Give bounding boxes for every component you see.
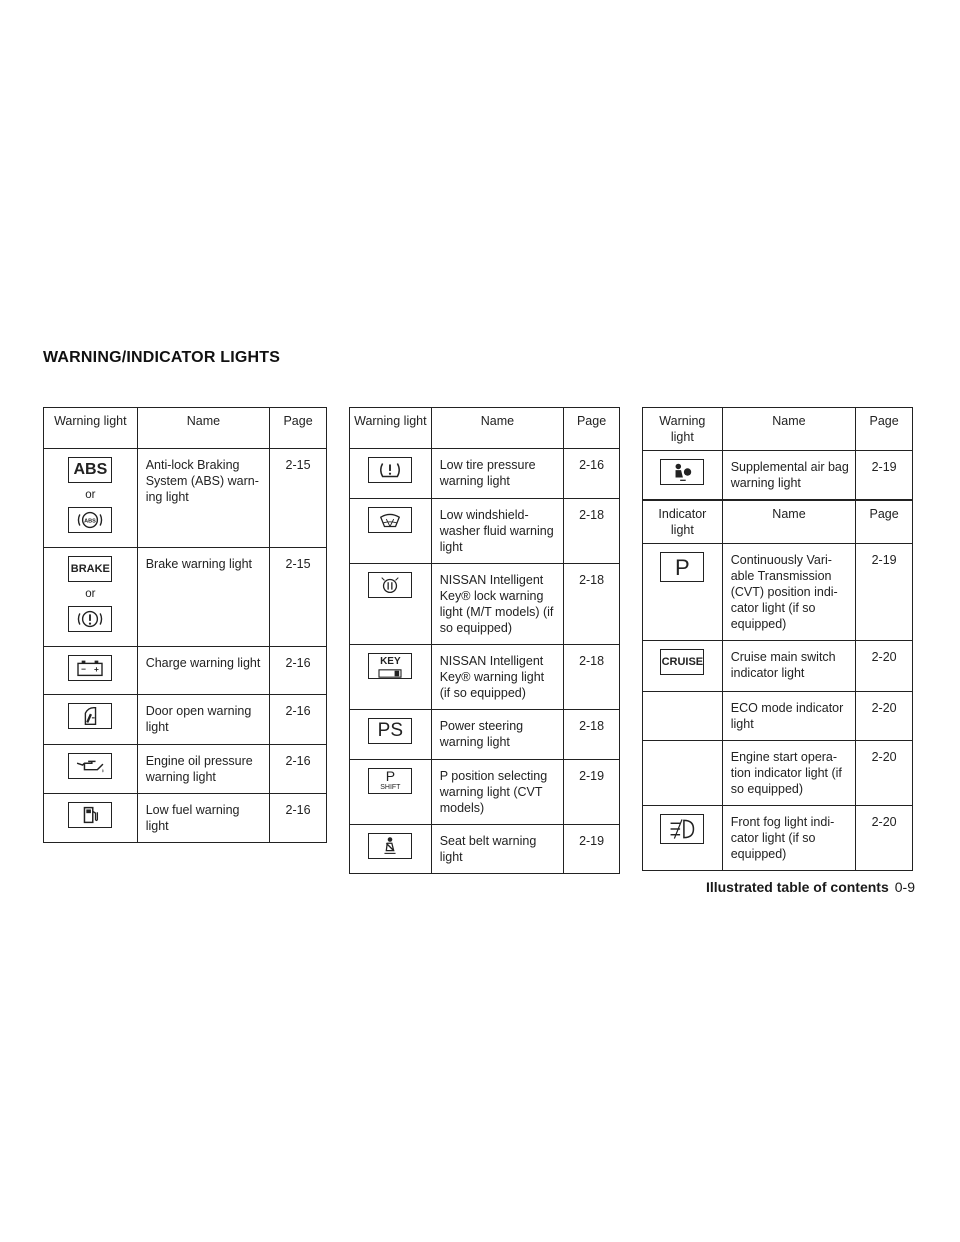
page-cell: 2-16: [270, 794, 327, 843]
washer-fluid-icon: [368, 507, 412, 533]
icon-cell: [643, 692, 723, 741]
key-icon: [368, 653, 412, 679]
name-header: Name: [722, 408, 856, 451]
table-row: [643, 692, 913, 741]
p-letter-icon: P: [660, 552, 704, 582]
name-header: Name: [137, 408, 269, 449]
page-cell: 2-19: [856, 544, 913, 641]
icon-cell: [350, 825, 432, 874]
name-cell: Front fog light indi- cator light (if so equipped): [722, 806, 855, 871]
page-cell: 2-16: [270, 695, 327, 745]
cruise-icon: CRUISE: [660, 649, 704, 675]
icon-cell: [350, 449, 432, 499]
icon-cell: [44, 548, 138, 647]
abs-small-text: ABS: [84, 518, 97, 525]
front-fog-icon: [660, 814, 704, 844]
page-cell: 2-16: [270, 745, 327, 794]
icon-cell: [44, 794, 138, 843]
warning-light-header: Warning light: [643, 408, 723, 451]
footer-page-number: 0-9: [894, 879, 915, 895]
page-cell: 2-16: [564, 449, 620, 499]
ps-icon: PS: [368, 718, 412, 744]
battery-plus-text: +: [94, 664, 100, 675]
page-header: Page: [856, 408, 913, 451]
icon-cell: [350, 564, 432, 645]
page-footer: [706, 879, 915, 895]
brake-text-icon: BRAKE: [68, 556, 112, 582]
page-header: Page: [270, 408, 327, 449]
name-cell: P position selecting warning light (CVT models): [431, 760, 563, 825]
page-cell: 2-20: [856, 692, 913, 741]
table-header-row: [350, 408, 620, 449]
door-open-icon: [68, 703, 112, 729]
table-row: [643, 741, 913, 806]
table-row: [350, 760, 620, 825]
warning-lights-table-3: [642, 407, 913, 500]
page-cell: 2-18: [564, 710, 620, 760]
name-header: Name: [431, 408, 563, 449]
icon-cell: [643, 451, 723, 500]
page-cell: 2-16: [270, 647, 327, 695]
name-cell: Low tire pressure warning light: [431, 449, 563, 499]
page-cell: 2-19: [856, 451, 913, 500]
icon-cell: [350, 499, 432, 564]
icon-cell: [643, 544, 723, 641]
table-header-row: [44, 408, 327, 449]
name-cell: Continuously Vari- able Transmission (CVT) position indi- cator light (if so equipped): [722, 544, 855, 641]
name-cell: NISSAN Intelligent Key® warning light (if so equipped): [431, 645, 563, 710]
indicator-light-header: Indicator light: [643, 501, 723, 544]
page-cell: 2-19: [564, 760, 620, 825]
name-cell: Low windshield- washer fluid warning light: [431, 499, 563, 564]
table-row: [44, 647, 327, 695]
page-cell: 2-20: [856, 741, 913, 806]
table-row: [350, 645, 620, 710]
table-row: [350, 564, 620, 645]
name-cell: Engine oil pressure warning light: [137, 745, 269, 794]
icon-cell: [350, 760, 432, 825]
or-label: or: [85, 588, 96, 600]
name-cell: Charge warning light: [137, 647, 269, 695]
airbag-icon: [660, 459, 704, 485]
name-cell: Supplemental air bag warning light: [722, 451, 856, 500]
table-header-row: [643, 408, 913, 451]
icon-cell: [643, 806, 723, 871]
p-shift-letter: P: [385, 768, 396, 784]
key-lock-icon: [368, 572, 412, 598]
table-row: [643, 641, 913, 692]
oil-can-icon: [68, 753, 112, 779]
tire-pressure-icon: [368, 457, 412, 483]
table-header-row: [643, 501, 913, 544]
or-label: or: [85, 489, 96, 501]
page-header: Page: [564, 408, 620, 449]
abs-circle-icon: [68, 507, 112, 533]
page-header: Page: [856, 501, 913, 544]
section-title: WARNING/INDICATOR LIGHTS: [43, 349, 281, 366]
icon-cell: [643, 741, 723, 806]
brake-circle-icon: [68, 606, 112, 632]
table-row: [350, 825, 620, 874]
fuel-pump-icon: [68, 802, 112, 828]
page-cell: 2-18: [564, 645, 620, 710]
table-row: [643, 451, 913, 500]
indicator-lights-table: [642, 500, 913, 871]
seat-belt-icon: [368, 833, 412, 859]
name-cell: Seat belt warning light: [431, 825, 563, 874]
page-cell: 2-20: [856, 806, 913, 871]
shift-text: SHIFT: [380, 784, 401, 791]
table-row: [350, 710, 620, 760]
page-cell: 2-15: [270, 548, 327, 647]
battery-minus-text: −: [81, 664, 87, 675]
icon-cell: [350, 710, 432, 760]
name-cell: Brake warning light: [137, 548, 269, 647]
page-cell: 2-18: [564, 564, 620, 645]
name-cell: Power steering warning light: [431, 710, 563, 760]
name-header: Name: [722, 501, 855, 544]
name-cell: Anti-lock Braking System (ABS) warn- ing light: [137, 449, 269, 548]
icon-cell: [44, 647, 138, 695]
name-cell: Cruise main switch indicator light: [722, 641, 855, 692]
icon-cell: [44, 745, 138, 794]
table-row: [44, 548, 327, 647]
name-cell: Engine start opera- tion indicator light (if so equipped): [722, 741, 855, 806]
table-row: [44, 449, 327, 548]
name-cell: ECO mode indicator light: [722, 692, 855, 741]
footer-title: Illustrated table of contents: [705, 879, 889, 895]
table-row: [44, 794, 327, 843]
warning-light-header: Warning light: [44, 408, 138, 449]
abs-icon: ABS: [68, 457, 112, 483]
table-row: [44, 695, 327, 745]
page-cell: 2-15: [270, 449, 327, 548]
table-row: [44, 745, 327, 794]
table-row: [350, 499, 620, 564]
table-row: [643, 544, 913, 641]
warning-lights-table-2: [349, 407, 620, 874]
name-cell: Low fuel warning light: [137, 794, 269, 843]
name-cell: Door open warning light: [137, 695, 269, 745]
page-cell: 2-19: [564, 825, 620, 874]
p-shift-icon: [368, 768, 412, 794]
battery-icon: [68, 655, 112, 681]
page-cell: 2-20: [856, 641, 913, 692]
icon-cell: [44, 695, 138, 745]
warning-light-header: Warning light: [350, 408, 432, 449]
icon-cell: [350, 645, 432, 710]
warning-lights-table-1: [43, 407, 327, 843]
table-row: [350, 449, 620, 499]
table-row: [643, 806, 913, 871]
icon-cell: [44, 449, 138, 548]
key-text: KEY: [380, 656, 401, 667]
name-cell: NISSAN Intelligent Key® lock warning light (M/T models) (if so equipped): [431, 564, 563, 645]
icon-cell: [643, 641, 723, 692]
page-cell: 2-18: [564, 499, 620, 564]
